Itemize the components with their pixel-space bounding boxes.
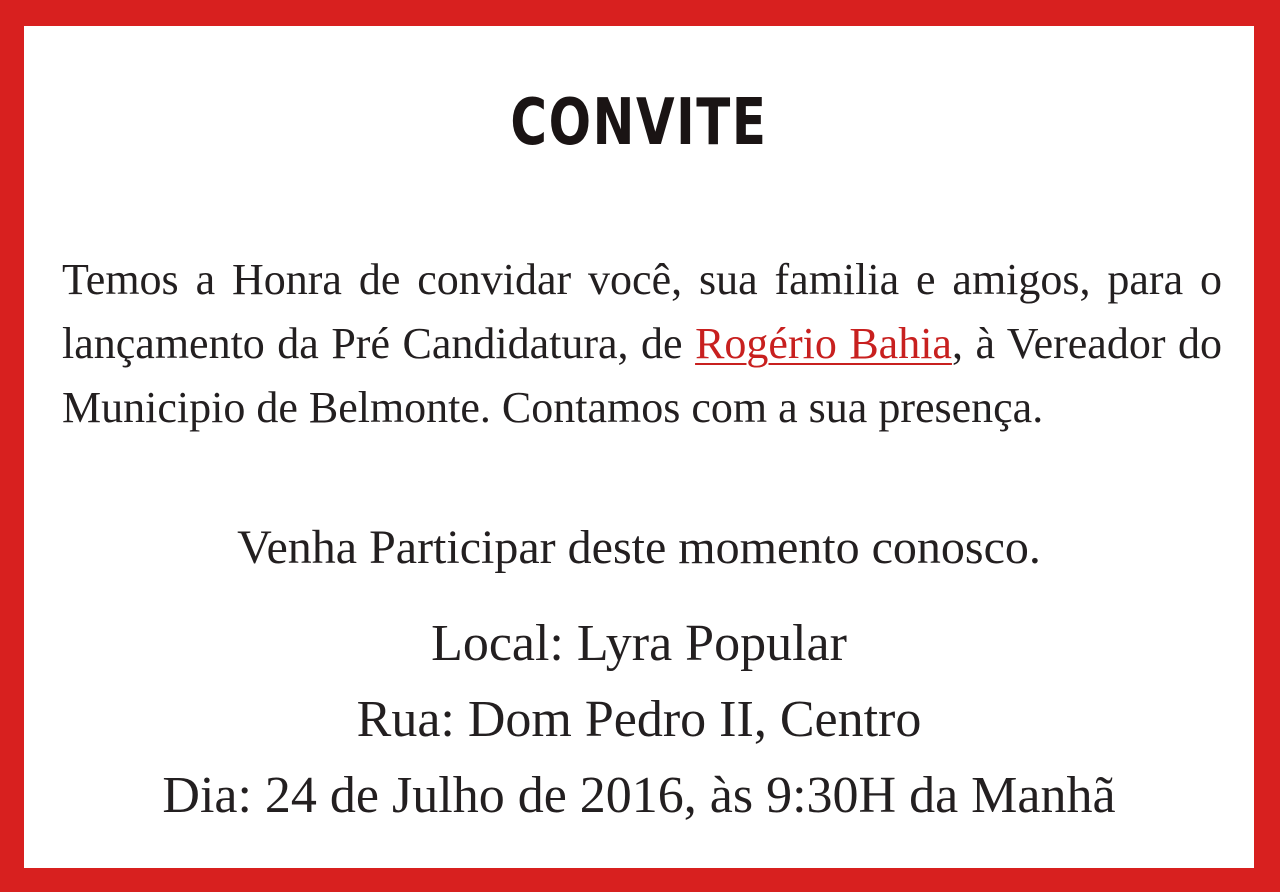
event-date-time: Dia: 24 de Julho de 2016, às 9:30H da Manhã xyxy=(162,767,1116,824)
candidate-name-link[interactable]: Rogério Bahia xyxy=(695,319,952,368)
event-street: Rua: Dom Pedro II, Centro xyxy=(356,691,922,748)
body-text-outro: , à Vereador do Municipio de Belmonte. Contamos com a sua presença. xyxy=(62,319,1222,432)
event-location: Local: Lyra Popular xyxy=(431,615,847,672)
body-text-intro: Temos a Honra de convidar você, sua familia e amigos, para o lançamento da Pré Candidatura, de xyxy=(62,255,1222,368)
invitation-body xyxy=(62,248,1222,440)
invitation-title: CONVITE xyxy=(510,86,768,160)
call-to-action: Venha Participar deste momento conosco. xyxy=(237,521,1041,574)
